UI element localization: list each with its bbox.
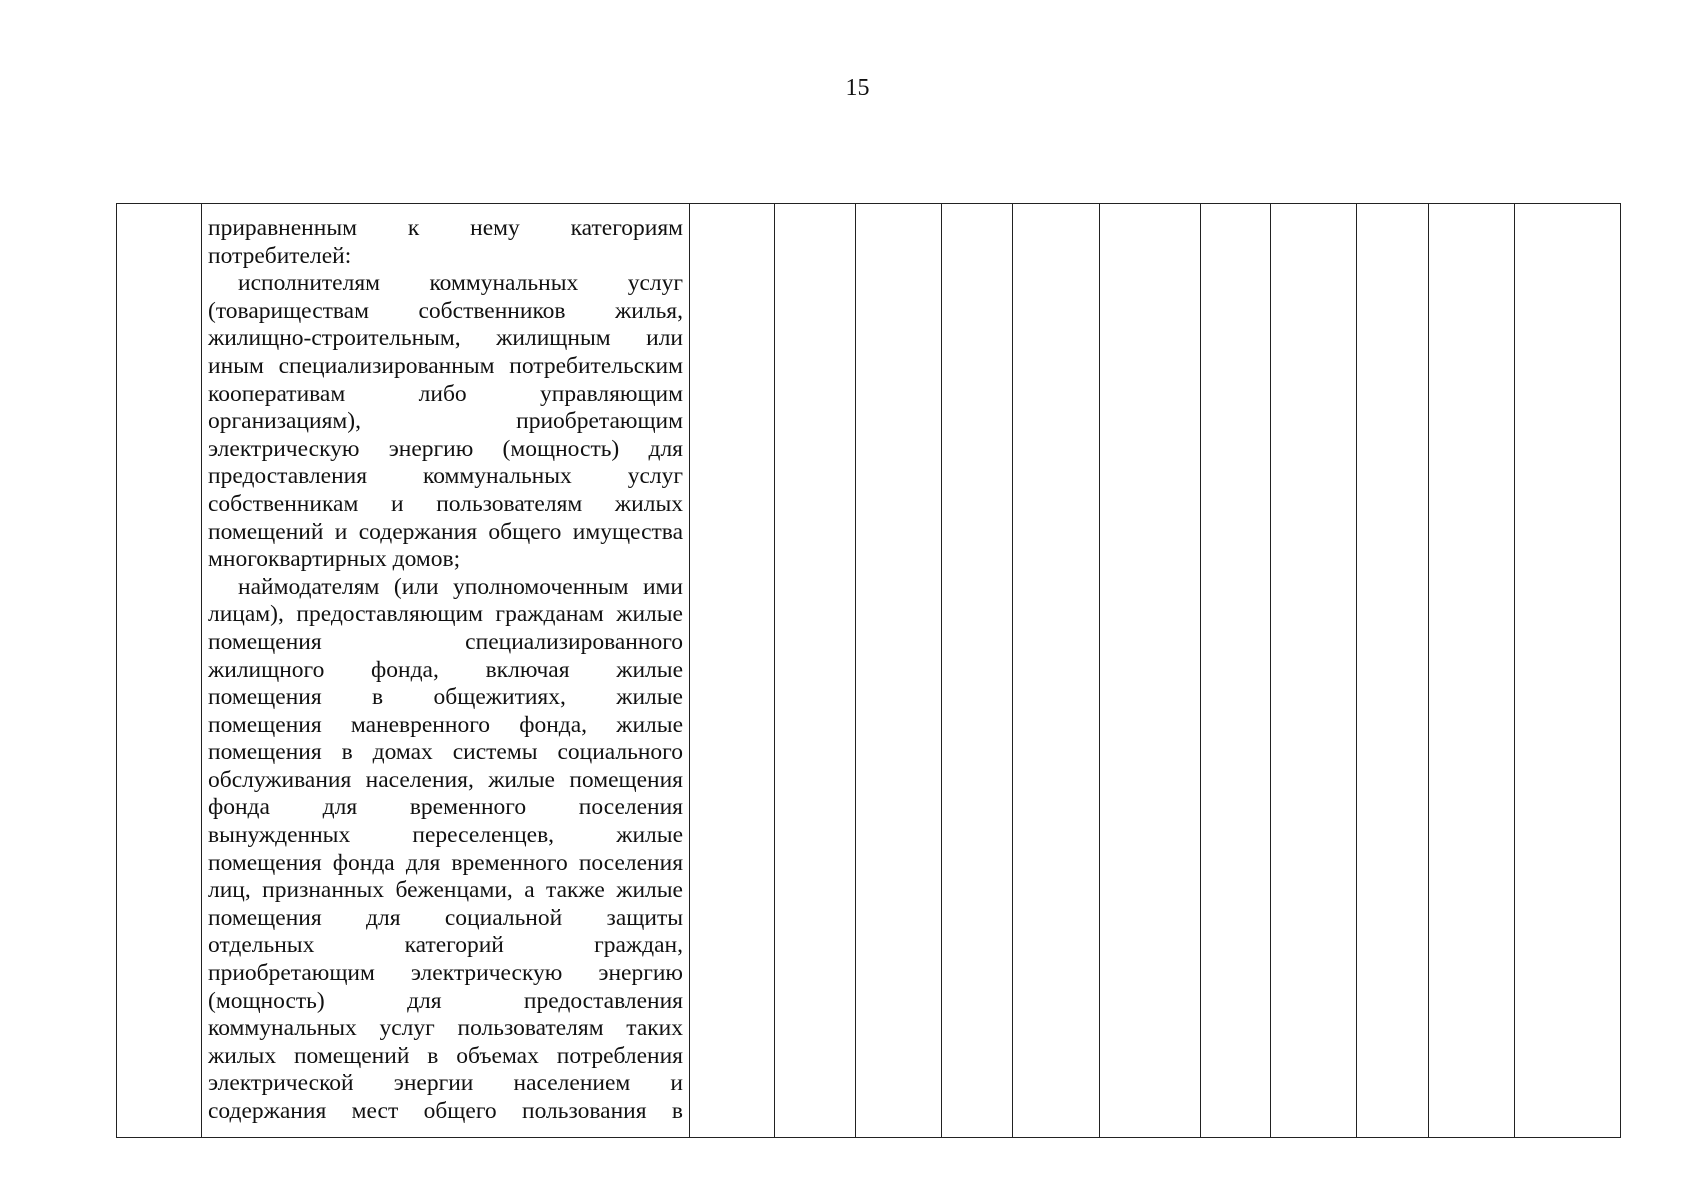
- text-line: фонда для временного поселения: [208, 794, 683, 821]
- text-line: содержания мест общего пользования в: [208, 1098, 683, 1124]
- text-line: помещения в общежитиях, жилые: [208, 684, 683, 711]
- table-row: [117, 204, 1621, 1138]
- text-line: обслуживания населения, жилые помещения: [208, 766, 683, 793]
- value-cell: [856, 204, 942, 1138]
- text-line: жилищно-строительным, жилищным или: [208, 325, 683, 352]
- text-line: помещения специализированного: [208, 628, 683, 655]
- value-cell: [690, 204, 775, 1138]
- text-line: (мощность) для предоставления: [208, 987, 683, 1014]
- text-line: иным специализированным потребительским: [208, 352, 683, 379]
- text-line: (товариществам собственников жилья,: [208, 297, 683, 324]
- text-line: коммунальных услуг пользователям таких: [208, 1015, 683, 1042]
- value-cell: [1357, 204, 1429, 1138]
- text-line: помещения в домах системы социального: [208, 739, 683, 766]
- text-line: собственникам и пользователям жилых: [208, 490, 683, 517]
- value-cell: [775, 204, 856, 1138]
- text-line: наймодателям (или уполномоченным ими: [238, 573, 683, 600]
- text-line: отдельных категорий граждан,: [208, 932, 683, 959]
- value-cell: [1429, 204, 1515, 1138]
- text-line: многоквартирных домов;: [208, 546, 461, 573]
- text-line: электрической энергии населением и: [208, 1070, 683, 1097]
- text-line: помещения для социальной защиты: [208, 904, 683, 931]
- value-cell: [942, 204, 1013, 1138]
- text-line: предоставления коммунальных услуг: [208, 463, 683, 490]
- data-table: [116, 203, 1621, 1138]
- value-cell: [1515, 204, 1621, 1138]
- value-cell: [1013, 204, 1100, 1138]
- description-cell: [202, 204, 690, 1138]
- value-cell: [1271, 204, 1357, 1138]
- text-line: жилых помещений в объемах потребления: [208, 1042, 683, 1069]
- text-line: потребителей:: [208, 242, 352, 269]
- text-line: кооперативам либо управляющим: [208, 380, 683, 407]
- value-cell: [1100, 204, 1201, 1138]
- text-line: организациям), приобретающим: [208, 408, 683, 435]
- text-line: электрическую энергию (мощность) для: [208, 435, 683, 462]
- row-number-cell: [117, 204, 202, 1138]
- text-line: жилищного фонда, включая жилые: [208, 656, 683, 683]
- text-line: исполнителям коммунальных услуг: [238, 270, 683, 297]
- text-line: лицам), предоставляющим гражданам жилые: [208, 601, 683, 628]
- page-number: 15: [845, 75, 870, 101]
- text-line: вынужденных переселенцев, жилые: [208, 822, 683, 849]
- text-line: приравненным к нему категориям: [208, 215, 683, 241]
- text-line: помещения фонда для временного поселения: [208, 849, 683, 876]
- value-cell: [1201, 204, 1271, 1138]
- text-line: лиц, признанных беженцами, а также жилые: [208, 877, 683, 904]
- text-line: помещения маневренного фонда, жилые: [208, 711, 683, 738]
- text-line: приобретающим электрическую энергию: [208, 960, 683, 987]
- text-line: помещений и содержания общего имущества: [208, 518, 683, 545]
